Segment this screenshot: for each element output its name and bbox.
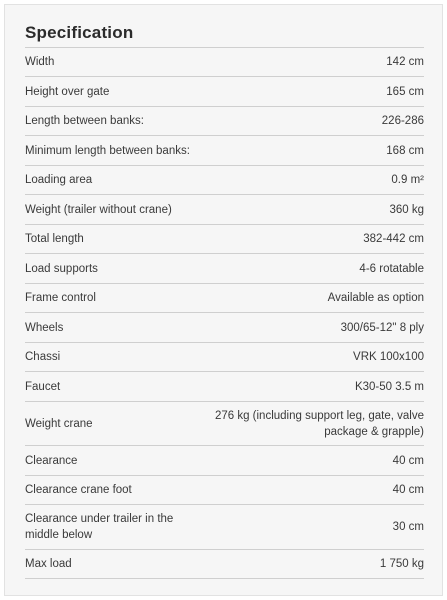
spec-row-minimum-length-between-banks bbox=[25, 136, 424, 166]
spec-value: 382-442 cm bbox=[363, 233, 424, 245]
spec-value: K30-50 3.5 m bbox=[354, 380, 424, 393]
spec-value: 40 cm bbox=[392, 454, 424, 467]
spec-row-load-supports bbox=[25, 254, 424, 284]
spec-value: Available as option bbox=[327, 292, 424, 304]
spec-value: 226-286 bbox=[381, 115, 424, 127]
spec-row-loading-area bbox=[25, 166, 424, 195]
spec-row-clearance-under-trailer bbox=[25, 505, 424, 550]
spec-value: 0.9 m² bbox=[391, 174, 424, 186]
spec-label: Loading area bbox=[25, 174, 93, 186]
spec-row-weight-trailer bbox=[25, 195, 424, 225]
spec-label: Minimum length between banks: bbox=[25, 144, 190, 157]
spec-row-chassi bbox=[25, 343, 424, 372]
spec-row-height-over-gate bbox=[25, 77, 424, 107]
spec-value: 4-6 rotatable bbox=[359, 262, 424, 275]
spec-value: 168 cm bbox=[386, 144, 424, 157]
spec-row-width bbox=[25, 48, 424, 77]
spec-label: Clearance bbox=[25, 454, 78, 467]
spec-row-max-load bbox=[25, 550, 424, 579]
spec-label: Length between banks: bbox=[25, 115, 144, 127]
spec-row-faucet bbox=[25, 372, 424, 402]
spec-row-clearance-crane-foot bbox=[25, 476, 424, 505]
spec-row-total-length bbox=[25, 225, 424, 254]
spec-row-length-between-banks bbox=[25, 107, 424, 136]
spec-label: Frame control bbox=[25, 292, 96, 304]
spec-value: 1 750 kg bbox=[379, 558, 424, 570]
specification-card bbox=[4, 4, 443, 596]
spec-value: 30 cm bbox=[392, 521, 424, 533]
spec-value: 40 cm bbox=[392, 484, 424, 496]
spec-label: Weight (trailer without crane) bbox=[25, 203, 172, 216]
spec-label: Weight crane bbox=[25, 417, 93, 430]
spec-value: 300/65-12" 8 ply bbox=[340, 321, 424, 334]
spec-value: 360 kg bbox=[389, 203, 424, 216]
spec-label: Total length bbox=[25, 233, 84, 245]
spec-row-clearance bbox=[25, 446, 424, 476]
spec-label: Max load bbox=[25, 558, 72, 570]
specification-title: Specification bbox=[25, 23, 134, 42]
spec-label: Faucet bbox=[25, 380, 61, 393]
spec-label: Chassi bbox=[25, 351, 61, 363]
spec-value: VRK 100x100 bbox=[353, 351, 424, 363]
spec-label: Height over gate bbox=[25, 85, 110, 98]
spec-label: Clearance under trailer in the middle below bbox=[25, 513, 174, 541]
spec-label: Clearance crane foot bbox=[25, 484, 132, 496]
specification-table bbox=[25, 47, 424, 579]
spec-label: Wheels bbox=[25, 321, 64, 334]
spec-value: 142 cm bbox=[386, 56, 424, 68]
spec-value: 276 kg (including support leg, gate, valve package & grapple) bbox=[214, 409, 424, 438]
spec-label: Load supports bbox=[25, 262, 98, 275]
spec-row-frame-control bbox=[25, 284, 424, 313]
spec-row-weight-crane bbox=[25, 402, 424, 446]
spec-value: 165 cm bbox=[386, 85, 424, 98]
spec-label: Width bbox=[25, 56, 55, 68]
spec-row-wheels bbox=[25, 313, 424, 343]
